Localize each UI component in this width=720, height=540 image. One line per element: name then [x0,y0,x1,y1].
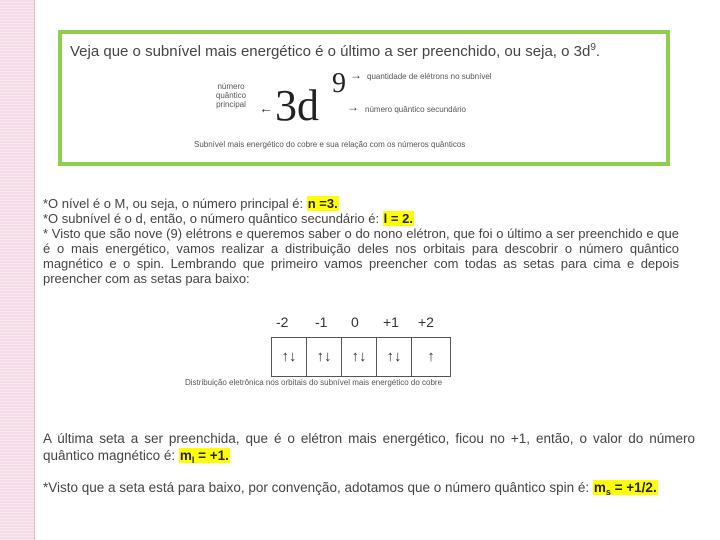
secondary-line [43,211,679,226]
arrow-right-icon: → [347,100,359,114]
principal-text: *O nível é o M, ou seja, o número principal é: [43,196,307,211]
ml-value: 0 [351,314,359,330]
secondary-text: *O subnível é o d, então, o número quântico secundário é: [43,211,383,226]
label-principal [207,82,255,109]
intro-end: . [595,43,601,60]
label-principal-line3: principal [216,100,246,109]
magnetic-result: = +1. [194,448,229,463]
intro-line [70,42,666,60]
magnetic-value [179,448,230,463]
magnetic-symbol: m [179,448,192,463]
conclusion-panel [35,422,700,517]
principal-value: n =3. [307,196,338,211]
spin-value [593,480,658,495]
magnetic-paragraph [43,430,695,469]
spin-symbol: m [593,480,606,495]
big-3d-symbol: 3d [275,81,319,130]
label-principal-line2: quântico [215,91,247,100]
ml-value: -1 [315,314,328,330]
conclusion-text [43,430,695,511]
orbital-box: ↑↓ [272,338,307,376]
arrow-left-icon: ← [259,100,273,116]
orbital-box: ↑↓ [307,338,342,376]
intro-text: Veja que o subnível mais energético é o último a ser preenchido, ou seja, o 3d [70,43,591,60]
arrow-right-icon: → [350,68,362,82]
ml-value: +2 [418,314,434,330]
ml-value: -2 [276,314,289,330]
side-stripe [0,0,34,540]
orbital-box: ↑ [427,348,435,365]
quantum-numbers-text [43,196,679,286]
orbital-box: ↑↓ [377,338,412,376]
spin-paragraph [43,479,695,501]
spin-subscript: s [605,487,611,497]
label-principal-line1: número [217,82,245,91]
ml-value: +1 [383,314,399,330]
intro-superscript: 9 [590,42,596,53]
orbital-caption: Distribuição eletrônica nos orbitais do subnível mais energético do cobre [185,378,443,387]
label-secondary: número quântico secundário [365,105,466,114]
quantum-numbers-panel [35,190,683,392]
distribution-paragraph: * Visto que são nove (9) elétrons e queremos saber o do nono elétron, que foi o último a ser preenchido e que é o mais energético, vamos realizar a distribuição deles nos orbitais para descobrir o número quântico magnético e o spin. Lembrando que primeiro vamos preencher com todas as setas para cima e depois preencher com as setas para baixo: [43,226,679,286]
orbital-box: ↑↓ [342,338,377,376]
figure-caption: Subnível mais energético do cobre e sua relação com os números quânticos [194,140,466,149]
subnivel-figure-box [58,30,670,166]
magnetic-text: A última seta a ser preenchida, que é o elétron mais energético, ficou no +1, então, o valor do número quântico magnético é: [43,431,695,463]
spin-text: *Visto que a seta está para baixo, por convenção, adotamos que o número quântico spin é: [43,480,593,495]
secondary-value: l = 2. [383,211,413,226]
big-9-superscript: 9 [332,68,346,99]
orbital-boxes [271,337,451,377]
principal-line [43,196,679,211]
label-electron-count: quantidade de elétrons no subnível [367,72,492,81]
magnetic-subscript: l [191,455,195,465]
spin-result: = +1/2. [610,480,657,495]
